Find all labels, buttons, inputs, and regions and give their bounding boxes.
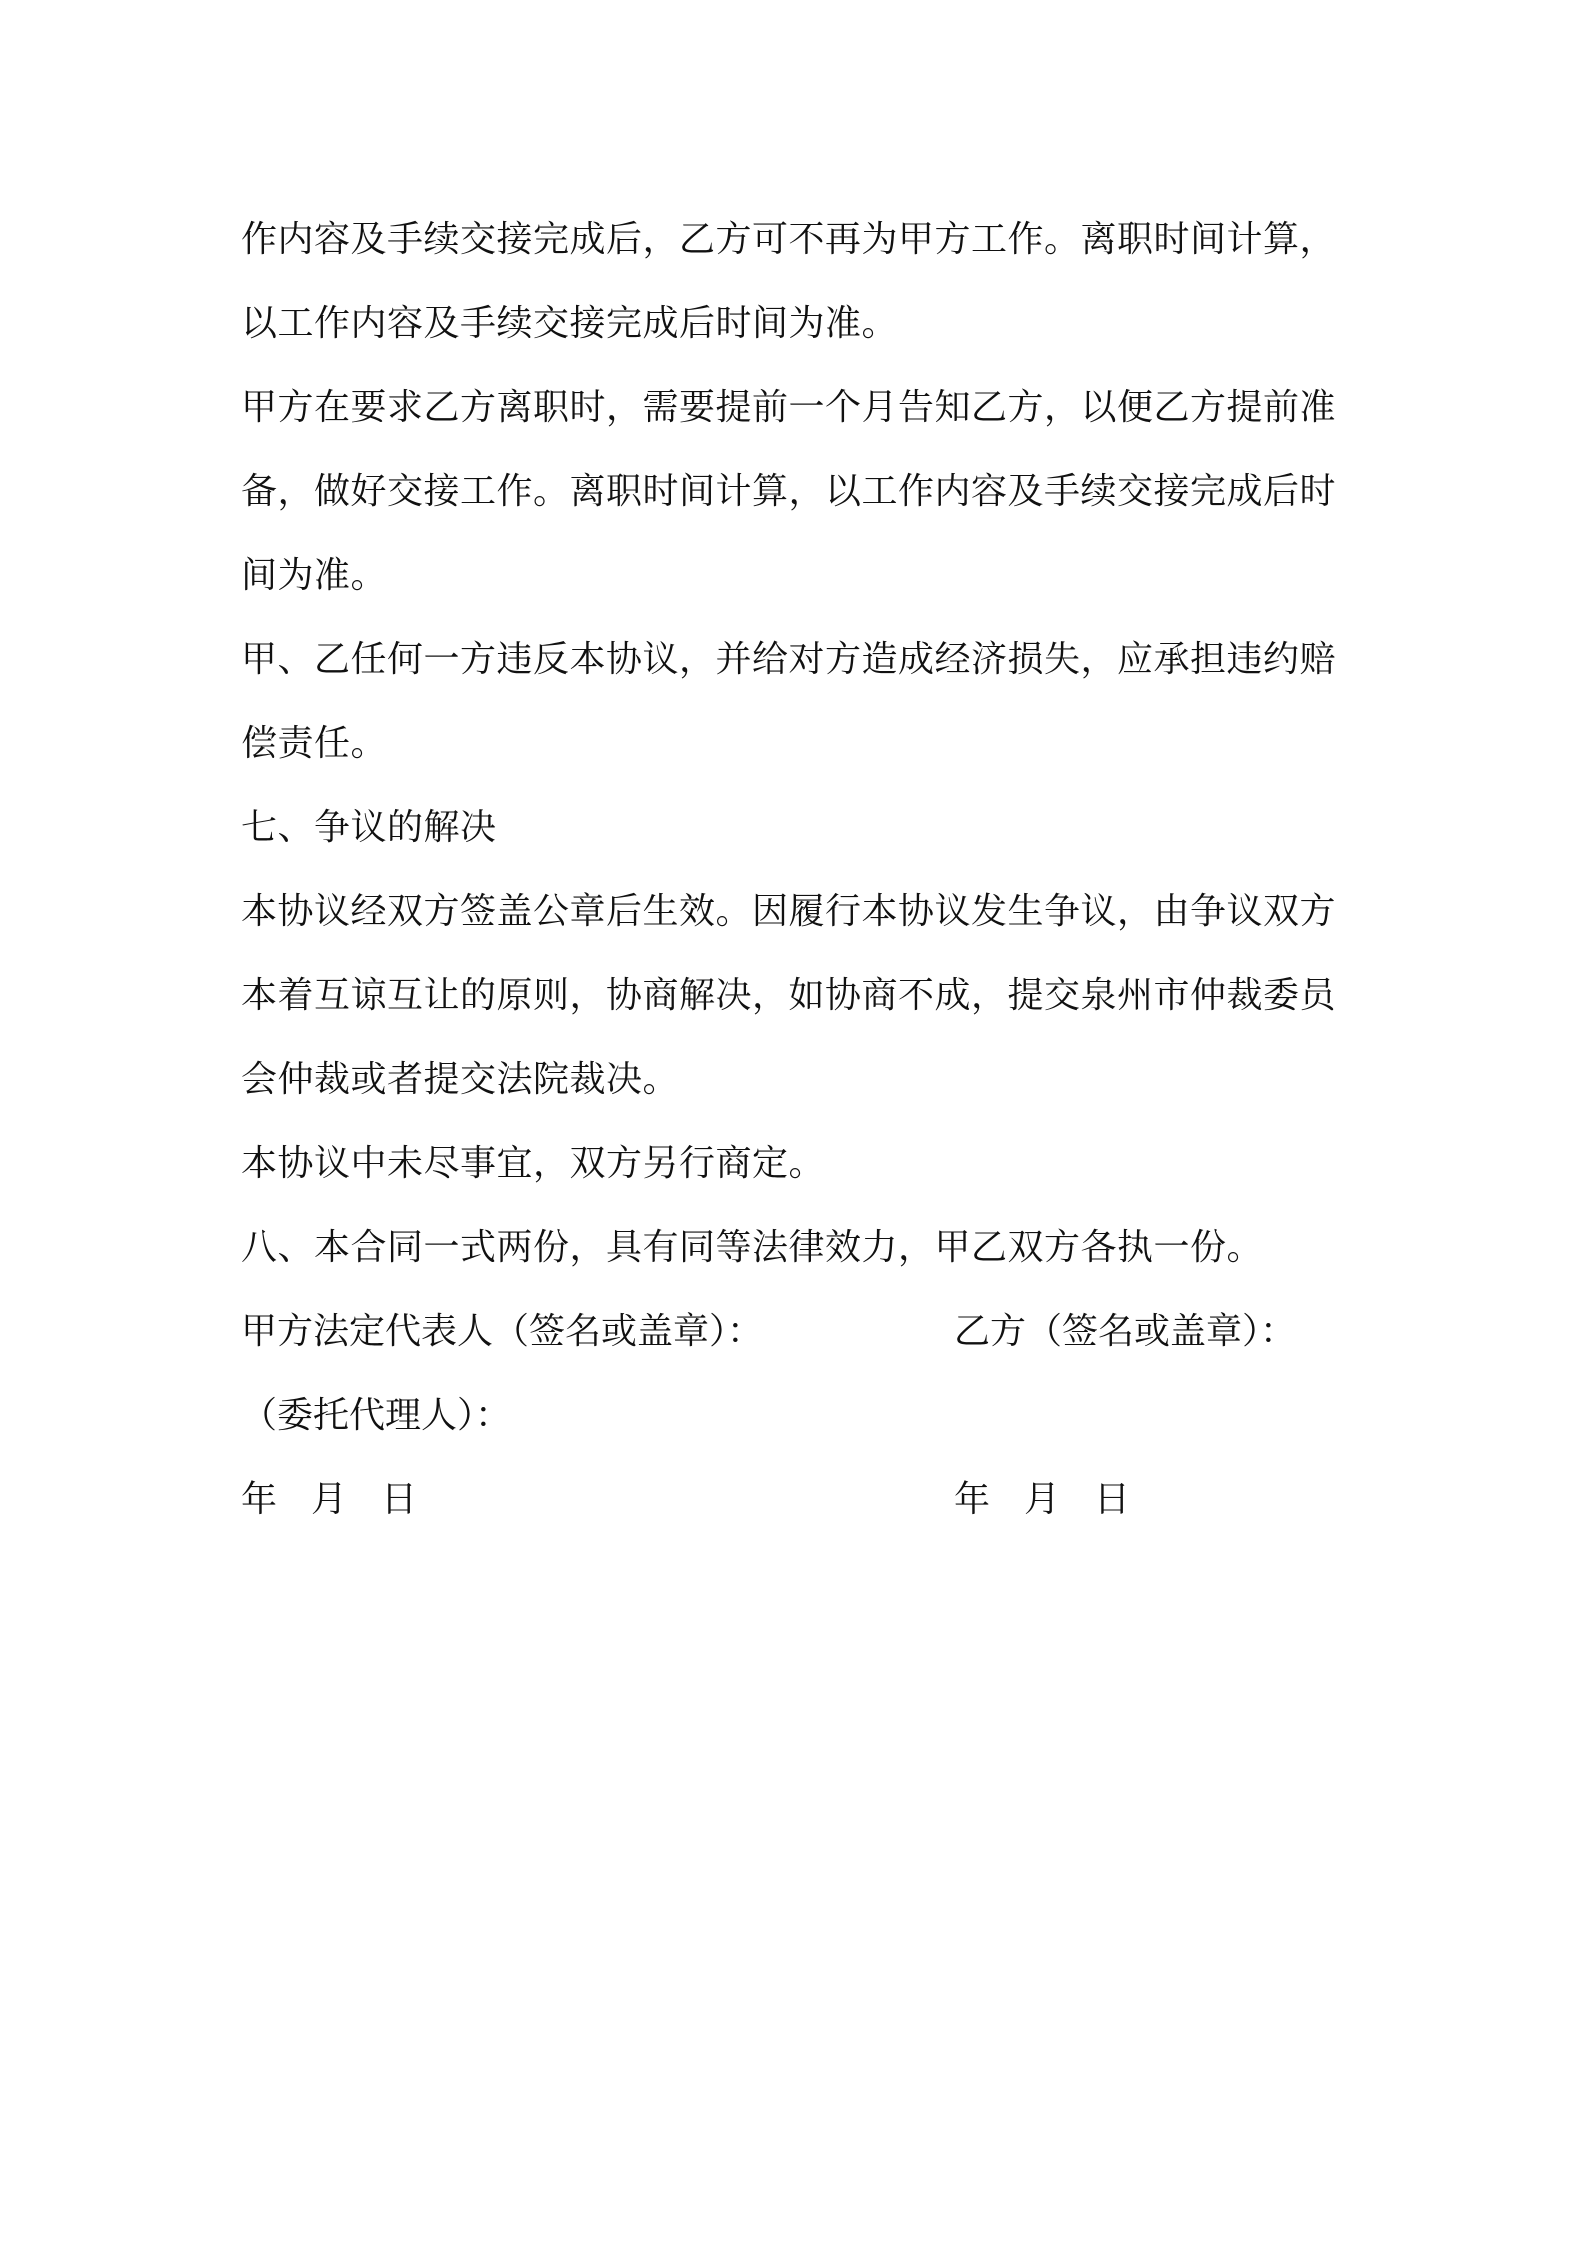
paragraph-line: 本着互谅互让的原则，协商解决，如协商不成，提交泉州市仲裁委员 [241,975,1337,1016]
month-label: 月 [311,1479,348,1520]
date-row [241,1458,1361,1542]
paragraph-line: 本协议经双方签盖公章后生效。因履行本协议发生争议，由争议双方 [241,891,1337,932]
paragraph-line: 作内容及手续交接完成后，乙方可不再为甲方工作。离职时间计算， [241,219,1337,260]
month-label: 月 [1024,1479,1061,1520]
day-label: 日 [1094,1479,1131,1520]
section-heading-8: 八、本合同一式两份，具有同等法律效力，甲乙双方各执一份。 [241,1227,1264,1268]
section-heading-7: 七、争议的解决 [241,807,497,848]
year-label: 年 [954,1479,991,1520]
paragraph-line: 甲、乙任何一方违反本协议，并给对方造成经济损失，应承担违约赔 [241,639,1337,680]
paragraph-line: 以工作内容及手续交接完成后时间为准。 [241,303,899,344]
day-label: 日 [381,1479,418,1520]
document-body [241,198,1361,1542]
party-a-date [241,1458,417,1542]
paragraph-line: 会仲裁或者提交法院裁决。 [241,1059,680,1100]
year-label: 年 [241,1479,278,1520]
agent-label: （委托代理人）： [241,1395,512,1436]
paragraph-line: 本协议中未尽事宜，双方另行商定。 [241,1143,826,1184]
paragraph-line: 甲方在要求乙方离职时，需要提前一个月告知乙方，以便乙方提前准 [241,387,1337,428]
party-b-signature-label: 乙方（签名或盖章）： [954,1311,1297,1352]
paragraph-line: 备，做好交接工作。离职时间计算，以工作内容及手续交接完成后时 [241,471,1337,512]
paragraph-line: 间为准。 [241,555,388,596]
agent-row [241,1374,1361,1458]
signature-row [241,1290,1361,1374]
party-a-signature-label: 甲方法定代表人（签名或盖章）： [241,1311,764,1352]
party-b-date [954,1458,1130,1542]
paragraph-line: 偿责任。 [241,723,388,764]
